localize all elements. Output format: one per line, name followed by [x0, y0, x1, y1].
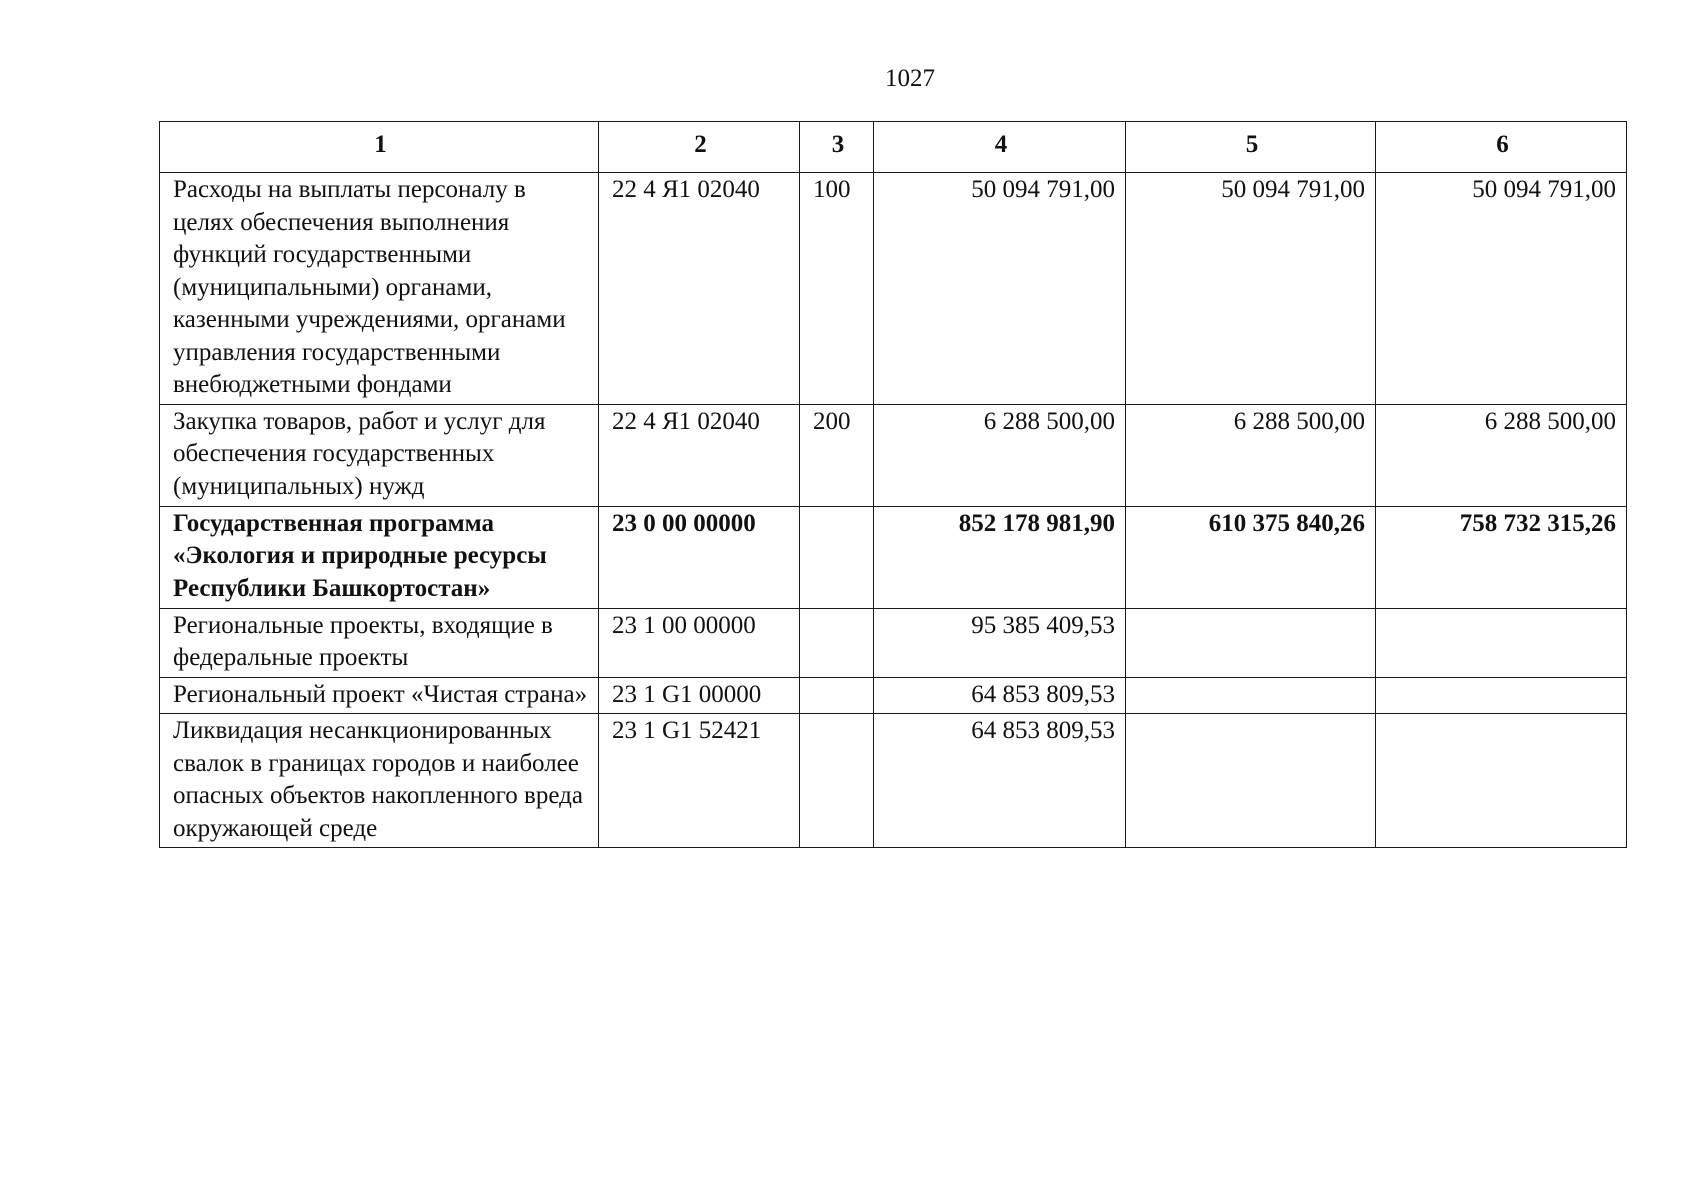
row-amount-col5: [1126, 608, 1376, 677]
row-amount-col5: [1126, 714, 1376, 848]
row-amount-col6: [1376, 677, 1627, 714]
row-amount-col6: 50 094 791,00: [1376, 173, 1627, 405]
header-col-4: 4: [874, 122, 1126, 173]
row-amount-col5: [1126, 677, 1376, 714]
row-name: Государственная программа «Экология и природные ресурсы Республики Башкортостан»: [160, 506, 599, 608]
header-col-1: 1: [160, 122, 599, 173]
row-amount-col5: 6 288 500,00: [1126, 404, 1376, 506]
table-row: [160, 677, 1627, 714]
row-name: Региональный проект «Чистая страна»: [160, 677, 599, 714]
table-row: [160, 404, 1627, 506]
header-row: [160, 122, 1627, 173]
page-number: 1027: [885, 65, 935, 92]
row-amount-col6: 6 288 500,00: [1376, 404, 1627, 506]
row-expense-type: [800, 608, 874, 677]
header-col-6: 6: [1376, 122, 1627, 173]
row-name: Закупка товаров, работ и услуг для обеспечения государственных (муниципальных) нужд: [160, 404, 599, 506]
header-col-5: 5: [1126, 122, 1376, 173]
row-amount-col4: 95 385 409,53: [874, 608, 1126, 677]
row-amount-col4: 64 853 809,53: [874, 677, 1126, 714]
table-row: [160, 608, 1627, 677]
row-expense-type: [800, 506, 874, 608]
row-code: 23 1 00 00000: [599, 608, 800, 677]
row-amount-col4: 852 178 981,90: [874, 506, 1126, 608]
row-name: Ликвидация несанкционированных свалок в границах городов и наиболее опасных объектов накопленного вреда окружающей среде: [160, 714, 599, 848]
row-amount-col4: 50 094 791,00: [874, 173, 1126, 405]
row-expense-type: 100: [800, 173, 874, 405]
row-code: 23 1 G1 52421: [599, 714, 800, 848]
row-code: 22 4 Я1 02040: [599, 404, 800, 506]
row-amount-col6: 758 732 315,26: [1376, 506, 1627, 608]
table-row: [160, 714, 1627, 848]
row-amount-col5: 50 094 791,00: [1126, 173, 1376, 405]
row-code: 22 4 Я1 02040: [599, 173, 800, 405]
table-row: [160, 173, 1627, 405]
row-code: 23 1 G1 00000: [599, 677, 800, 714]
row-expense-type: [800, 677, 874, 714]
row-expense-type: 200: [800, 404, 874, 506]
table-row-program: [160, 506, 1627, 608]
row-amount-col6: [1376, 608, 1627, 677]
row-amount-col4: 6 288 500,00: [874, 404, 1126, 506]
header-col-2: 2: [599, 122, 800, 173]
header-col-3: 3: [800, 122, 874, 173]
row-name: Региональные проекты, входящие в федеральные проекты: [160, 608, 599, 677]
budget-table: [159, 121, 1627, 848]
row-name: Расходы на выплаты персоналу в целях обеспечения выполнения функций государственными (муниципальными) органами, казенными учреждениями, органами управления государственными внебюджетными фондами: [160, 173, 599, 405]
row-amount-col6: [1376, 714, 1627, 848]
row-expense-type: [800, 714, 874, 848]
row-code: 23 0 00 00000: [599, 506, 800, 608]
row-amount-col5: 610 375 840,26: [1126, 506, 1376, 608]
row-amount-col4: 64 853 809,53: [874, 714, 1126, 848]
